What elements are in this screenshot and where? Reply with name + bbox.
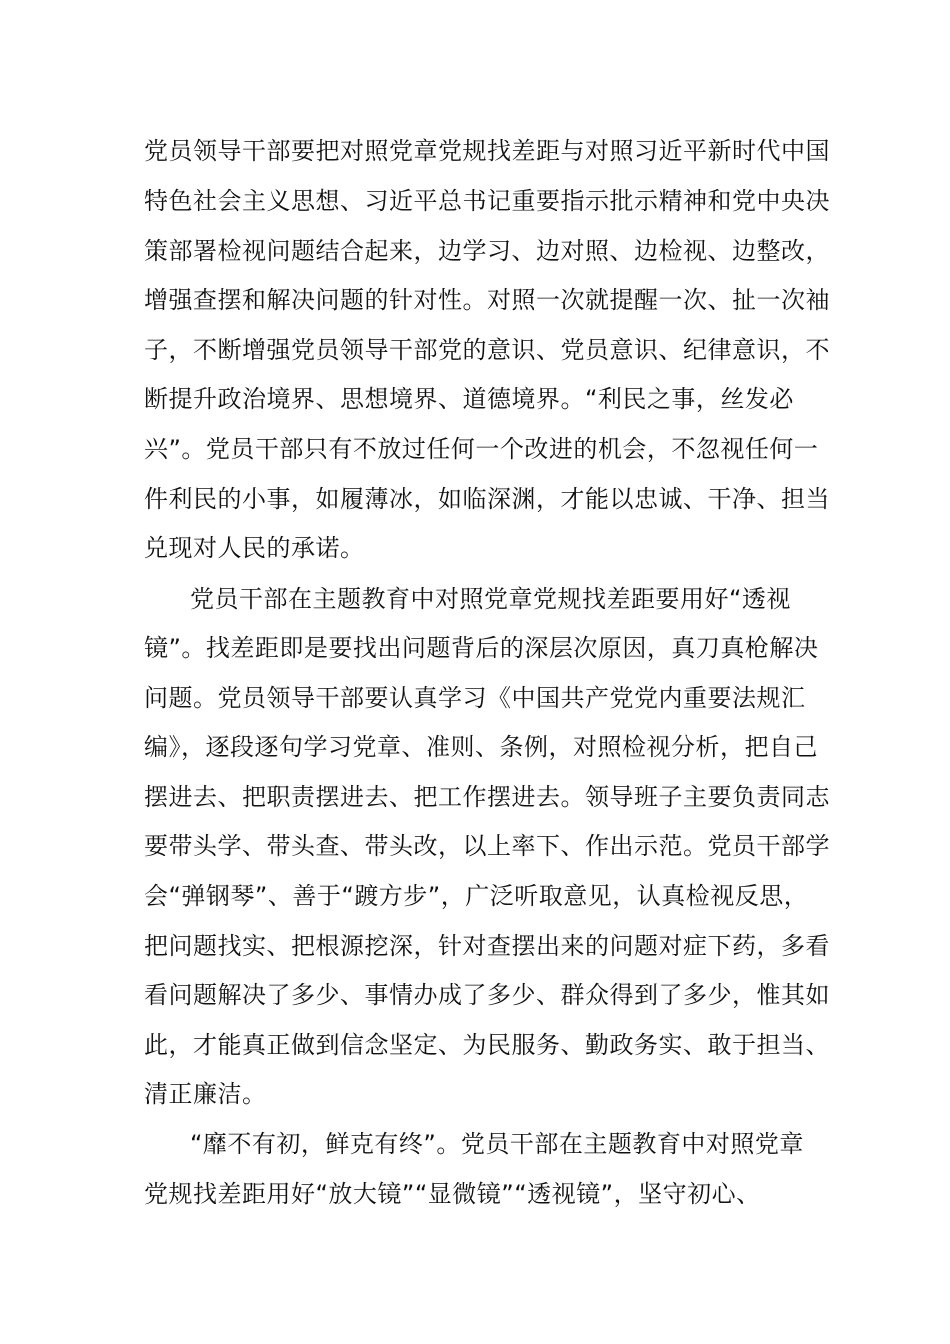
text-line: 编》，逐段逐句学习党章、准则、条例，对照检视分析，把自己 xyxy=(144,733,818,761)
text-line: 断提升政治境界、思想境界、道德境界。“利民之事，丝发必 xyxy=(144,385,794,413)
paragraph-first-line: 党员干部在主题教育中对照党章党规找差距要用好“透视 xyxy=(190,585,791,613)
text-line: 子，不断增强党员领导干部党的意识、党员意识、纪律意识，不 xyxy=(144,336,830,364)
text-line: 会“弹钢琴”、善于“踱方步”，广泛听取意见，认真检视反思， xyxy=(144,882,809,910)
text-line: 摆进去、把职责摆进去、把工作摆进去。领导班子主要负责同志 xyxy=(144,783,830,811)
text-line: 要带头学、带头查、带头改，以上率下、作出示范。党员干部学 xyxy=(144,832,830,860)
text-line: 清正廉洁。 xyxy=(144,1080,267,1108)
text-line: 党规找差距用好“放大镜”“显微镜”“透视镜”，坚守初心、 xyxy=(144,1180,761,1208)
text-line: 兴”。党员干部只有不放过任何一个改进的机会，不忽视任何一 xyxy=(144,435,819,463)
text-line: 镜”。找差距即是要找出问题背后的深层次原因，真刀真枪解决 xyxy=(144,634,819,662)
text-line: 看问题解决了多少、事情办成了多少、群众得到了多少，惟其如 xyxy=(144,981,830,1009)
text-line: 特色社会主义思想、习近平总书记重要指示批示精神和党中央决 xyxy=(144,187,830,215)
paragraph-first-line: “靡不有初，鲜克有终”。党员干部在主题教育中对照党章 xyxy=(190,1130,804,1158)
text-line: 此，才能真正做到信念坚定、为民服务、勤政务实、敢于担当、 xyxy=(144,1031,830,1059)
text-line: 问题。党员领导干部要认真学习《中国共产党党内重要法规汇 xyxy=(144,684,806,712)
text-line: 策部署检视问题结合起来，边学习、边对照、边检视、边整改， xyxy=(144,237,830,265)
text-line: 件利民的小事，如履薄冰，如临深渊，才能以忠诚、干净、担当 xyxy=(144,485,830,513)
text-line: 党员领导干部要把对照党章党规找差距与对照习近平新时代中国 xyxy=(144,137,830,165)
text-line: 兑现对人民的承诺。 xyxy=(144,534,365,562)
text-line: 把问题找实、把根源挖深，针对查摆出来的问题对症下药，多看 xyxy=(144,932,830,960)
text-line: 增强查摆和解决问题的针对性。对照一次就提醒一次、扯一次袖 xyxy=(144,286,830,314)
